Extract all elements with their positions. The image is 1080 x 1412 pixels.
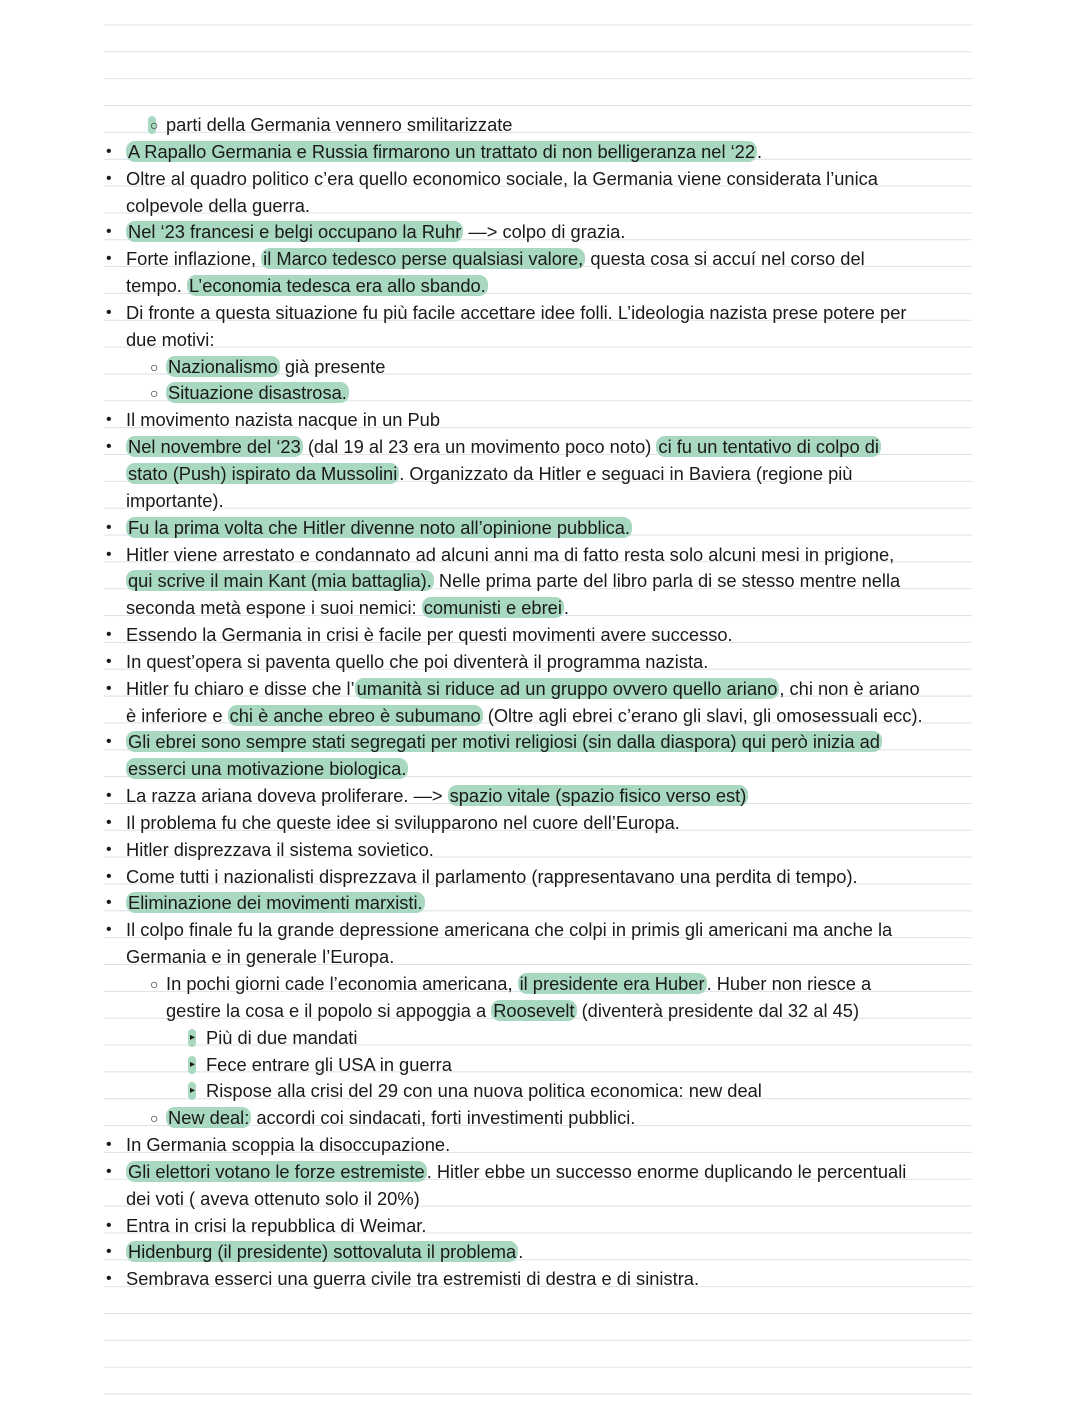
- highlighted-text: Situazione disastrosa.: [168, 382, 347, 404]
- note-text: (diventerà presidente dal 32 al 45): [576, 999, 860, 1021]
- note-text: (Oltre agli ebrei c’erano gli slavi, gli omosessuali ecc).: [482, 704, 923, 726]
- note-line: [104, 783, 974, 810]
- bullet-marker-icon: •: [106, 626, 112, 644]
- note-text: Di fronte a questa situazione fu più facile accettare idee folli. L’ideologia nazista prese potere per: [126, 301, 907, 323]
- highlighted-text: ci fu un tentativo di colpo di: [658, 436, 879, 458]
- note-text: Come tutti i nazionalisti disprezzava il parlamento (rappresentavano una perdita di tempo).: [126, 865, 858, 887]
- note-line: [104, 193, 974, 220]
- note-line: [104, 864, 974, 891]
- bullet-marker-icon: •: [106, 545, 112, 563]
- note-line: [104, 166, 974, 193]
- bullet-marker-icon: •: [106, 679, 112, 697]
- note-text: Entra in crisi la repubblica di Weimar.: [126, 1214, 427, 1236]
- note-text: Hitler disprezzava il sistema sovietico.: [126, 838, 434, 860]
- note-line: [104, 542, 974, 569]
- notes-body: [104, 112, 974, 1293]
- circle-marker-icon: ○: [150, 117, 159, 133]
- note-text: Hitler viene arrestato e condannato ad alcuni anni ma di fatto resta solo alcuni mesi in prigione,: [126, 543, 895, 565]
- note-line: [104, 139, 974, 166]
- highlighted-text: umanità si riduce ad un gruppo ovvero quello ariano: [356, 677, 778, 699]
- note-line: [104, 1078, 974, 1105]
- note-line: [104, 971, 974, 998]
- note-line: [104, 756, 974, 783]
- note-text: gestire la cosa e il popolo si appoggia a: [166, 999, 492, 1021]
- note-text: è inferiore e: [126, 704, 228, 726]
- note-line: [104, 300, 974, 327]
- bullet-marker-icon: •: [106, 223, 112, 241]
- bullet-marker-icon: •: [106, 1270, 112, 1288]
- highlighted-text: qui scrive il main Kant (mia battaglia).: [128, 570, 432, 592]
- note-text: In quest’opera si paventa quello che poi diventerà il programma nazista.: [126, 650, 709, 672]
- note-line: [104, 703, 974, 730]
- note-line: [104, 488, 974, 515]
- note-line: [104, 729, 974, 756]
- note-text: Oltre al quadro politico c’era quello economico sociale, la Germania viene considerata l’unica: [126, 167, 878, 189]
- highlighted-text: chi è anche ebreo è subumano: [229, 704, 481, 726]
- note-line: [104, 944, 974, 971]
- note-line: [104, 354, 974, 381]
- highlighted-text: Nel novembre del ‘23: [128, 436, 301, 458]
- bullet-marker-icon: •: [106, 1243, 112, 1261]
- note-text: Hitler fu chiaro e disse che l’: [126, 677, 355, 699]
- highlighted-text: comunisti e ebrei: [423, 597, 562, 619]
- note-text: accordi coi sindacati, forti investimenti pubblici.: [251, 1107, 636, 1129]
- note-text: Fece entrare gli USA in guerra: [206, 1053, 452, 1075]
- highlighted-text: Hidenburg (il presidente) sottovaluta il problema: [128, 1241, 517, 1263]
- note-line: [104, 1239, 974, 1266]
- note-text: In pochi giorni cade l’economia americana,: [166, 973, 518, 994]
- note-line: [104, 595, 974, 622]
- bullet-marker-icon: •: [106, 1216, 112, 1234]
- note-text: Nelle prima parte del libro parla di se stesso mentre nella: [433, 570, 901, 592]
- highlighted-text: il presidente era Huber: [519, 973, 705, 994]
- circle-marker-icon: ○: [150, 1110, 159, 1127]
- bullet-marker-icon: •: [106, 411, 112, 429]
- highlighted-text: A Rapallo Germania e Russia firmarono un trattato di non belligeranza nel ‘22: [128, 140, 755, 162]
- note-text: , chi non è ariano: [779, 677, 920, 699]
- bullet-marker-icon: •: [106, 1136, 112, 1154]
- circle-marker-icon: ○: [150, 358, 159, 375]
- bullet-marker-icon: •: [106, 652, 112, 670]
- note-text: .: [518, 1241, 524, 1263]
- note-line: [104, 246, 974, 273]
- note-line: [104, 1052, 974, 1079]
- note-line: [104, 1186, 974, 1213]
- tri-marker-icon: ▸: [190, 1058, 196, 1070]
- bullet-marker-icon: •: [106, 518, 112, 536]
- note-line: [104, 112, 974, 139]
- bullet-marker-icon: •: [106, 921, 112, 939]
- note-text: .: [757, 140, 763, 162]
- highlighted-text: Nazionalismo: [168, 355, 278, 377]
- note-text: Il colpo finale fu la grande depressione americana che colpi in primis gli americani ma anche la: [126, 919, 893, 941]
- note-line: [104, 407, 974, 434]
- note-text: Il problema fu che queste idee si svilupparono nel cuore dell’Europa.: [126, 811, 680, 833]
- note-line: [104, 649, 974, 676]
- note-text: due motivi:: [126, 328, 215, 350]
- note-line: [104, 219, 974, 246]
- note-text: colpevole della guerra.: [126, 194, 310, 216]
- note-line: [104, 434, 974, 461]
- bullet-marker-icon: •: [106, 303, 112, 321]
- note-line: [104, 327, 974, 354]
- note-text: questa cosa si accuí nel corso del: [585, 248, 865, 270]
- highlighted-text: spazio vitale (spazio fisico verso est): [449, 785, 747, 807]
- note-text: (dal 19 al 23 era un movimento poco noto): [302, 436, 657, 458]
- note-line: [104, 568, 974, 595]
- note-line: [104, 1105, 974, 1132]
- tri-marker-icon: ▸: [190, 1085, 196, 1097]
- note-text: Germania e in generale l’Europa.: [126, 946, 395, 968]
- note-text: parti della Germania vennero smilitarizzate: [166, 114, 513, 135]
- note-line: [104, 676, 974, 703]
- note-text: .: [563, 597, 570, 619]
- bullet-marker-icon: •: [106, 1162, 112, 1180]
- note-text: Essendo la Germania in crisi è facile per questi movimenti avere successo.: [126, 624, 733, 646]
- bullet-marker-icon: •: [106, 250, 112, 268]
- bullet-marker-icon: •: [106, 169, 112, 187]
- highlighted-text: New deal:: [168, 1107, 250, 1129]
- note-text: Il movimento nazista nacque in un Pub: [126, 409, 441, 431]
- note-line: [104, 1213, 974, 1240]
- note-text: Forte inflazione,: [126, 248, 262, 270]
- bullet-marker-icon: •: [106, 867, 112, 885]
- note-line: [104, 622, 974, 649]
- bullet-marker-icon: •: [106, 787, 112, 805]
- bullet-marker-icon: •: [106, 840, 112, 858]
- circle-marker-icon: ○: [150, 976, 159, 992]
- note-text: . Hitler ebbe un successo enorme duplicando le percentuali: [426, 1160, 907, 1182]
- note-text: Sembrava esserci una guerra civile tra estremisti di destra e di sinistra.: [126, 1268, 700, 1290]
- note-text: importante).: [126, 489, 224, 511]
- note-text: seconda metà espone i suoi nemici:: [126, 597, 422, 619]
- tri-marker-icon: ▸: [190, 1031, 196, 1043]
- note-text: dei voti ( aveva ottenuto solo il 20%): [126, 1187, 420, 1209]
- note-line: [104, 1132, 974, 1159]
- note-text: In Germania scoppia la disoccupazione.: [126, 1134, 451, 1156]
- note-line: [104, 273, 974, 300]
- note-line: [104, 1025, 974, 1052]
- note-text: Rispose alla crisi del 29 con una nuova politica economica: new deal: [206, 1080, 762, 1102]
- highlighted-text: stato (Push) ispirato da Mussolini: [128, 462, 398, 484]
- highlighted-text: il Marco tedesco perse qualsiasi valore,: [263, 248, 584, 270]
- note-line: [104, 1266, 974, 1293]
- highlighted-text: Gli ebrei sono sempre stati segregati per motivi religiosi (sin dalla diaspora) qui però inizia ad: [128, 731, 880, 753]
- highlighted-text: Nel ‘23 francesi e belgi occupano la Ruhr: [128, 221, 462, 243]
- note-line: [104, 998, 974, 1025]
- bullet-marker-icon: •: [106, 894, 112, 912]
- highlighted-text: Roosevelt: [493, 999, 575, 1021]
- note-line: [104, 917, 974, 944]
- note-line: [104, 380, 974, 407]
- note-line: [104, 461, 974, 488]
- highlighted-text: Gli elettori votano le forze estremiste: [128, 1160, 425, 1182]
- note-text: già presente: [279, 355, 386, 377]
- bullet-marker-icon: •: [106, 813, 112, 831]
- highlighted-text: esserci una motivazione biologica.: [128, 758, 407, 780]
- note-text: . Huber non riesce a: [706, 973, 872, 994]
- note-text: Più di due mandati: [206, 1026, 358, 1048]
- bullet-marker-icon: •: [106, 733, 112, 751]
- circle-marker-icon: ○: [150, 385, 159, 402]
- note-line: [104, 515, 974, 542]
- bullet-marker-icon: •: [106, 142, 112, 160]
- note-line: [104, 890, 974, 917]
- highlighted-text: L’economia tedesca era allo sbando.: [188, 275, 486, 297]
- note-text: La razza ariana doveva proliferare. —>: [126, 785, 448, 807]
- note-line: [104, 1159, 974, 1186]
- note-text: tempo.: [126, 275, 187, 297]
- bullet-marker-icon: •: [106, 438, 112, 456]
- note-text: . Organizzato da Hitler e seguaci in Baviera (regione più: [399, 462, 853, 484]
- note-text: —> colpo di grazia.: [463, 221, 626, 243]
- highlighted-text: Eliminazione dei movimenti marxisti.: [128, 892, 423, 914]
- highlighted-text: Fu la prima volta che Hitler divenne noto all’opinione pubblica.: [128, 516, 631, 538]
- note-line: [104, 810, 974, 837]
- note-line: [104, 837, 974, 864]
